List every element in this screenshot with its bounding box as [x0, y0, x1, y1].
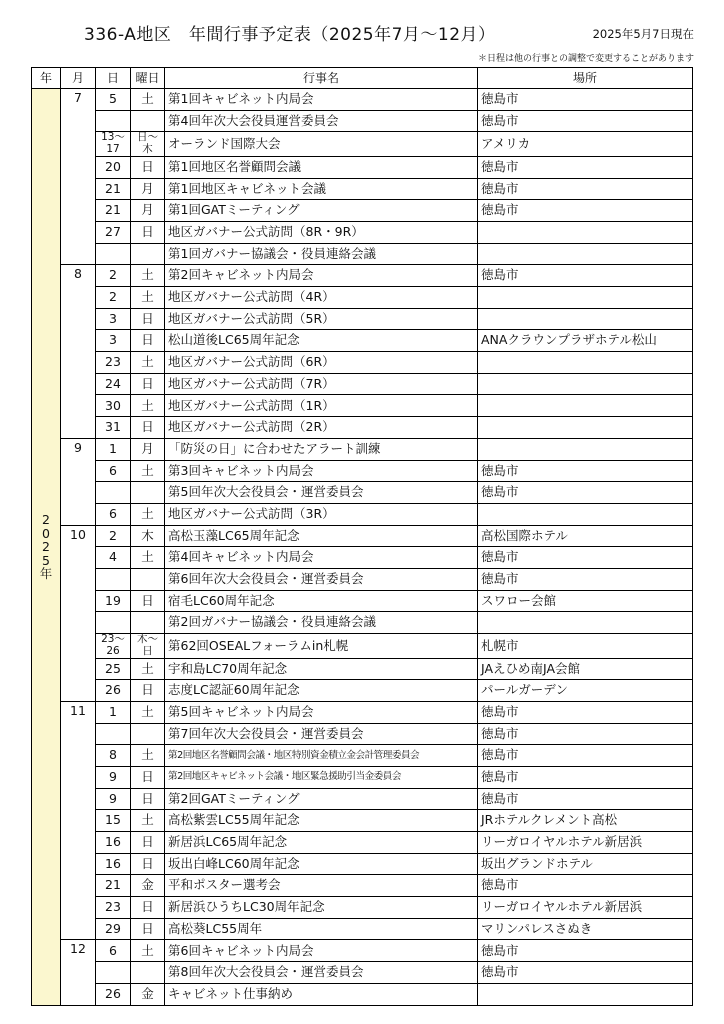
place-cell: 徳島市: [478, 460, 693, 482]
column-header-place: 場所: [478, 68, 693, 89]
event-cell: 第6回キャビネット内局会: [165, 940, 478, 962]
table-row: [32, 832, 693, 854]
table-row: [32, 460, 693, 482]
day-cell: 13～ 17: [96, 132, 131, 157]
event-cell: 第8回年次大会役員会・運営委員会: [165, 962, 478, 984]
table-row: [32, 897, 693, 919]
day-cell: 16: [96, 832, 131, 854]
event-cell: 坂出白峰LC60周年記念: [165, 853, 478, 875]
schedule-body: [32, 89, 693, 1006]
event-cell: 第2回ガバナー協議会・役員連絡会議: [165, 612, 478, 634]
day-cell: 4: [96, 547, 131, 569]
event-cell: 高松葵LC55周年: [165, 918, 478, 940]
weekday-cell: 土: [131, 265, 165, 287]
day-cell: 5: [96, 89, 131, 111]
event-cell: 第1回ガバナー協議会・役員連絡会議: [165, 243, 478, 265]
table-row: [32, 110, 693, 132]
table-row: [32, 132, 693, 157]
day-cell: 20: [96, 156, 131, 178]
weekday-cell: 金: [131, 983, 165, 1005]
month-cell: 7: [61, 89, 96, 265]
place-cell: 徳島市: [478, 875, 693, 897]
weekday-cell: 月: [131, 438, 165, 460]
event-cell: 第62回OSEALフォーラムin札幌: [165, 634, 478, 659]
event-cell: 地区ガバナー公式訪問（7R）: [165, 373, 478, 395]
place-cell: 徳島市: [478, 766, 693, 788]
table-row: [32, 810, 693, 832]
place-cell: [478, 352, 693, 374]
place-cell: 徳島市: [478, 723, 693, 745]
table-row: [32, 547, 693, 569]
day-cell: 29: [96, 918, 131, 940]
place-cell: [478, 373, 693, 395]
weekday-cell: 土: [131, 460, 165, 482]
place-cell: [478, 417, 693, 439]
place-cell: [478, 983, 693, 1005]
day-cell: 16: [96, 853, 131, 875]
event-cell: 第4回年次大会役員運営委員会: [165, 110, 478, 132]
place-cell: 坂出グランドホテル: [478, 853, 693, 875]
table-row: [32, 200, 693, 222]
place-cell: 徳島市: [478, 110, 693, 132]
day-cell: 6: [96, 940, 131, 962]
place-cell: 徳島市: [478, 568, 693, 590]
event-cell: 第5回キャビネット内局会: [165, 701, 478, 723]
schedule-table: [31, 67, 693, 1006]
event-cell: 第7回年次大会役員会・運営委員会: [165, 723, 478, 745]
month-cell: 9: [61, 438, 96, 525]
table-row: [32, 634, 693, 659]
event-cell: 高松玉藻LC65周年記念: [165, 525, 478, 547]
event-cell: 第6回年次大会役員会・運営委員会: [165, 568, 478, 590]
day-cell: 6: [96, 503, 131, 525]
place-cell: 徳島市: [478, 962, 693, 984]
table-row: [32, 482, 693, 504]
weekday-cell: [131, 110, 165, 132]
table-row: [32, 243, 693, 265]
event-cell: 地区ガバナー公式訪問（3R）: [165, 503, 478, 525]
weekday-cell: [131, 243, 165, 265]
day-cell: 26: [96, 983, 131, 1005]
weekday-cell: 日: [131, 221, 165, 243]
weekday-cell: 日: [131, 918, 165, 940]
day-cell: 3: [96, 330, 131, 352]
table-row: [32, 766, 693, 788]
place-cell: 徳島市: [478, 701, 693, 723]
day-cell: 23: [96, 352, 131, 374]
table-header-row: [32, 68, 693, 89]
weekday-cell: 木～ 日: [131, 634, 165, 659]
place-cell: [478, 243, 693, 265]
table-row: [32, 417, 693, 439]
table-row: [32, 745, 693, 767]
event-cell: 宿毛LC60周年記念: [165, 590, 478, 612]
table-row: [32, 178, 693, 200]
event-cell: 第1回地区名誉顧問会議: [165, 156, 478, 178]
table-row: [32, 590, 693, 612]
day-cell: 23～ 26: [96, 634, 131, 659]
weekday-cell: 日: [131, 832, 165, 854]
table-row: [32, 568, 693, 590]
table-row: [32, 658, 693, 680]
table-row: [32, 221, 693, 243]
event-cell: 第1回GATミーティング: [165, 200, 478, 222]
event-cell: 新居浜ひうちLC30周年記念: [165, 897, 478, 919]
schedule-note: ＊日程は他の行事との調整で変更することがあります: [477, 54, 694, 64]
day-cell: 8: [96, 745, 131, 767]
weekday-cell: 土: [131, 89, 165, 111]
event-cell: 地区ガバナー公式訪問（2R）: [165, 417, 478, 439]
as-of-date: 2025年5月7日現在: [592, 27, 694, 41]
day-cell: 2: [96, 265, 131, 287]
place-cell: [478, 308, 693, 330]
weekday-cell: 日: [131, 330, 165, 352]
day-cell: [96, 482, 131, 504]
place-cell: [478, 221, 693, 243]
day-cell: 6: [96, 460, 131, 482]
day-cell: 15: [96, 810, 131, 832]
place-cell: [478, 287, 693, 309]
column-header-year: 年: [32, 68, 61, 89]
page-title: 336-A地区 年間行事予定表（2025年7月～12月）: [84, 25, 496, 45]
place-cell: [478, 395, 693, 417]
event-cell: 松山道後LC65周年記念: [165, 330, 478, 352]
day-cell: 2: [96, 525, 131, 547]
day-cell: 30: [96, 395, 131, 417]
weekday-cell: 日: [131, 590, 165, 612]
weekday-cell: 土: [131, 701, 165, 723]
place-cell: アメリカ: [478, 132, 693, 157]
event-cell: 地区ガバナー公式訪問（6R）: [165, 352, 478, 374]
weekday-cell: 土: [131, 658, 165, 680]
event-cell: 第5回年次大会役員会・運営委員会: [165, 482, 478, 504]
place-cell: 徳島市: [478, 788, 693, 810]
event-cell: 第2回GATミーティング: [165, 788, 478, 810]
day-cell: 19: [96, 590, 131, 612]
weekday-cell: 日: [131, 897, 165, 919]
weekday-cell: 土: [131, 287, 165, 309]
column-header-event: 行事名: [165, 68, 478, 89]
table-row: [32, 89, 693, 111]
table-row: [32, 373, 693, 395]
day-cell: [96, 612, 131, 634]
weekday-cell: 日: [131, 788, 165, 810]
weekday-cell: 木: [131, 525, 165, 547]
event-cell: 志度LC認証60周年記念: [165, 680, 478, 702]
day-cell: 31: [96, 417, 131, 439]
day-cell: 9: [96, 788, 131, 810]
event-cell: キャビネット仕事納め: [165, 983, 478, 1005]
weekday-cell: 土: [131, 547, 165, 569]
table-row: [32, 438, 693, 460]
event-cell: 新居浜LC65周年記念: [165, 832, 478, 854]
table-row: [32, 503, 693, 525]
place-cell: JAえひめ南JA会館: [478, 658, 693, 680]
place-cell: [478, 438, 693, 460]
column-header-weekday: 曜日: [131, 68, 165, 89]
event-cell: オーランド国際大会: [165, 132, 478, 157]
table-row: [32, 853, 693, 875]
place-cell: [478, 503, 693, 525]
place-cell: 高松国際ホテル: [478, 525, 693, 547]
weekday-cell: 土: [131, 810, 165, 832]
place-cell: スワロー会館: [478, 590, 693, 612]
table-row: [32, 940, 693, 962]
day-cell: [96, 243, 131, 265]
weekday-cell: 日: [131, 156, 165, 178]
column-header-day: 日: [96, 68, 131, 89]
place-cell: 徳島市: [478, 482, 693, 504]
day-cell: 21: [96, 178, 131, 200]
weekday-cell: 日: [131, 766, 165, 788]
weekday-cell: 日: [131, 853, 165, 875]
event-cell: 第4回キャビネット内局会: [165, 547, 478, 569]
event-cell: 第3回キャビネット内局会: [165, 460, 478, 482]
day-cell: [96, 110, 131, 132]
weekday-cell: 日: [131, 308, 165, 330]
weekday-cell: 土: [131, 745, 165, 767]
weekday-cell: [131, 482, 165, 504]
table-row: [32, 395, 693, 417]
table-row: [32, 330, 693, 352]
day-cell: 27: [96, 221, 131, 243]
event-cell: 第2回地区キャビネット会議・地区緊急援助引当金委員会: [165, 766, 478, 788]
place-cell: 徳島市: [478, 745, 693, 767]
table-row: [32, 680, 693, 702]
weekday-cell: 日: [131, 373, 165, 395]
year-label: 2025年: [39, 512, 53, 581]
event-cell: 地区ガバナー公式訪問（5R）: [165, 308, 478, 330]
event-cell: 「防災の日」に合わせたアラート訓練: [165, 438, 478, 460]
table-row: [32, 918, 693, 940]
place-cell: 徳島市: [478, 89, 693, 111]
weekday-cell: 土: [131, 940, 165, 962]
day-cell: [96, 962, 131, 984]
table-row: [32, 875, 693, 897]
event-cell: 第2回キャビネット内局会: [165, 265, 478, 287]
weekday-cell: 日: [131, 417, 165, 439]
weekday-cell: [131, 962, 165, 984]
place-cell: 札幌市: [478, 634, 693, 659]
weekday-cell: 土: [131, 395, 165, 417]
event-cell: 宇和島LC70周年記念: [165, 658, 478, 680]
day-cell: 3: [96, 308, 131, 330]
month-cell: 8: [61, 265, 96, 439]
table-row: [32, 352, 693, 374]
place-cell: リーガロイヤルホテル新居浜: [478, 897, 693, 919]
weekday-cell: [131, 568, 165, 590]
day-cell: 24: [96, 373, 131, 395]
table-row: [32, 723, 693, 745]
day-cell: 9: [96, 766, 131, 788]
event-cell: 第1回キャビネット内局会: [165, 89, 478, 111]
day-cell: 1: [96, 438, 131, 460]
table-row: [32, 983, 693, 1005]
weekday-cell: 金: [131, 875, 165, 897]
weekday-cell: 月: [131, 200, 165, 222]
day-cell: 21: [96, 875, 131, 897]
year-cell: [32, 89, 61, 1006]
table-row: [32, 308, 693, 330]
weekday-cell: 月: [131, 178, 165, 200]
event-cell: 第2回地区名誉顧問会議・地区特別資金積立金会計管理委員会: [165, 745, 478, 767]
event-cell: 高松紫雲LC55周年記念: [165, 810, 478, 832]
place-cell: 徳島市: [478, 265, 693, 287]
weekday-cell: [131, 723, 165, 745]
month-cell: 10: [61, 525, 96, 701]
event-cell: 地区ガバナー公式訪問（4R）: [165, 287, 478, 309]
event-cell: 地区ガバナー公式訪問（1R）: [165, 395, 478, 417]
place-cell: ANAクラウンプラザホテル松山: [478, 330, 693, 352]
place-cell: [478, 612, 693, 634]
weekday-cell: 土: [131, 503, 165, 525]
weekday-cell: 土: [131, 352, 165, 374]
event-cell: 地区ガバナー公式訪問（8R・9R）: [165, 221, 478, 243]
day-cell: 2: [96, 287, 131, 309]
column-header-month: 月: [61, 68, 96, 89]
table-row: [32, 525, 693, 547]
place-cell: JRホテルクレメント高松: [478, 810, 693, 832]
table-row: [32, 962, 693, 984]
month-cell: 12: [61, 940, 96, 1005]
table-row: [32, 788, 693, 810]
place-cell: パールガーデン: [478, 680, 693, 702]
table-row: [32, 265, 693, 287]
event-cell: 第1回地区キャビネット会議: [165, 178, 478, 200]
place-cell: リーガロイヤルホテル新居浜: [478, 832, 693, 854]
day-cell: 1: [96, 701, 131, 723]
place-cell: マリンパレスさぬき: [478, 918, 693, 940]
place-cell: 徳島市: [478, 940, 693, 962]
table-row: [32, 612, 693, 634]
event-cell: 平和ポスター選考会: [165, 875, 478, 897]
day-cell: 23: [96, 897, 131, 919]
month-cell: 11: [61, 701, 96, 940]
day-cell: 26: [96, 680, 131, 702]
place-cell: 徳島市: [478, 200, 693, 222]
table-row: [32, 287, 693, 309]
table-row: [32, 701, 693, 723]
table-row: [32, 156, 693, 178]
day-cell: [96, 568, 131, 590]
place-cell: 徳島市: [478, 156, 693, 178]
weekday-cell: [131, 612, 165, 634]
place-cell: 徳島市: [478, 178, 693, 200]
place-cell: 徳島市: [478, 547, 693, 569]
day-cell: 21: [96, 200, 131, 222]
day-cell: [96, 723, 131, 745]
weekday-cell: 日: [131, 680, 165, 702]
weekday-cell: 日～ 木: [131, 132, 165, 157]
day-cell: 25: [96, 658, 131, 680]
